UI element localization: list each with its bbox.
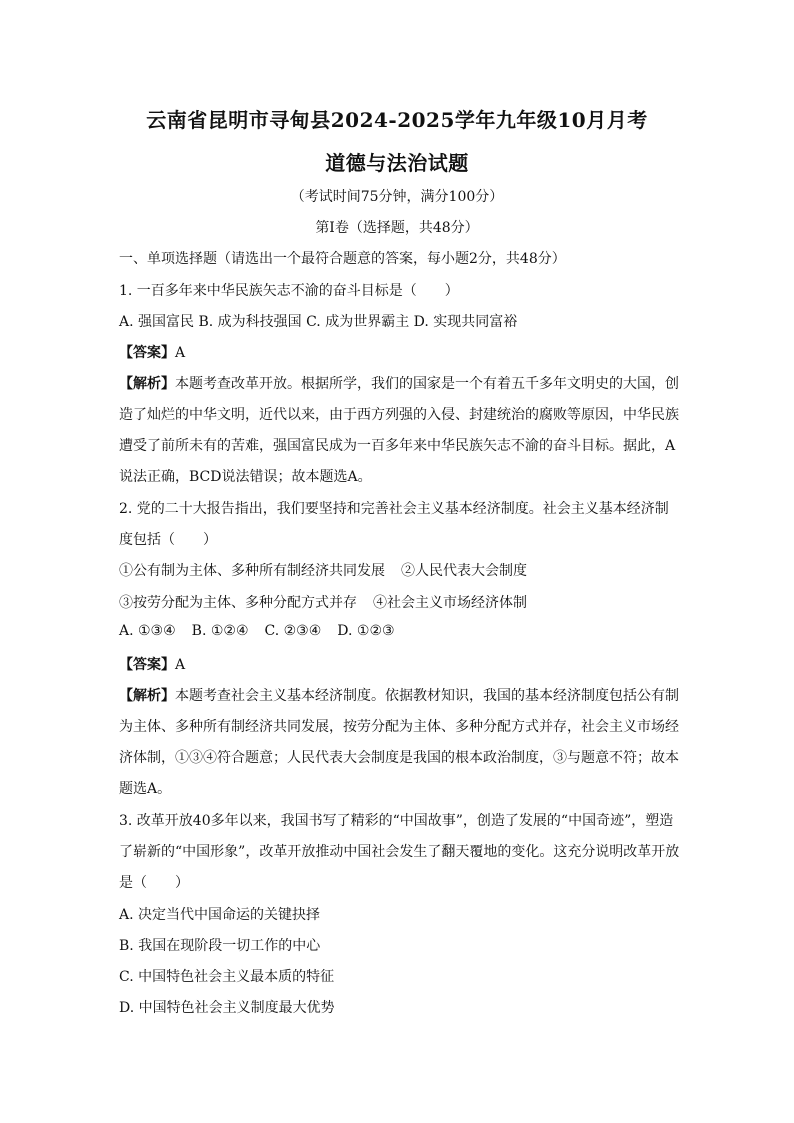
q2-analysis-line: 济体制，①③④符合题意；人民代表大会制度是我国的根本政治制度，③与题意不符；故本 bbox=[119, 750, 679, 766]
answer-tag: 【答案】 bbox=[119, 657, 175, 673]
q2-item: ④社会主义市场经济体制 bbox=[373, 595, 527, 611]
q2-option-b: B. ①②④ bbox=[191, 623, 249, 639]
q2-option-c: C. ②③④ bbox=[264, 623, 322, 639]
analysis-text: 本题考查社会主义基本经济制度。依据教材知识，我国的基本经济制度包括公有制 bbox=[175, 688, 679, 704]
q2-item: ②人民代表大会制度 bbox=[401, 563, 527, 579]
exam-info: （考试时间75分钟，满分100分） bbox=[290, 189, 504, 205]
answer-tag: 【答案】 bbox=[119, 345, 175, 361]
answer-value: A bbox=[175, 657, 186, 673]
q2-items-row bbox=[119, 560, 679, 580]
q2-analysis-line: 为主体、多种所有制经济共同发展，按劳分配为主体、多种分配方式并存，社会主义市场经 bbox=[119, 719, 679, 735]
q3-option-a: A. 决定当代中国命运的关键抉择 bbox=[119, 907, 321, 923]
q1-answer bbox=[119, 342, 679, 362]
q2-options bbox=[119, 623, 679, 639]
q1-analysis-line: 遭受了前所未有的苦难，强国富民成为一百多年来中华民族矢志不渝的奋斗目标。据此，A bbox=[119, 438, 676, 454]
q2-item: ③按劳分配为主体、多种分配方式并存 bbox=[119, 595, 357, 611]
q2-items-row bbox=[119, 592, 679, 612]
q2-analysis-line: 题选A。 bbox=[119, 781, 172, 797]
q3-stem: 3. 改革开放40多年以来，我国书写了精彩的“中国故事”，创造了发展的“中国奇迹”，塑造 bbox=[119, 813, 674, 829]
answer-value: A bbox=[175, 345, 186, 361]
q1-analysis-line bbox=[119, 373, 679, 393]
analysis-text: 本题考查改革开放。根据所学，我们的国家是一个有着五千多年文明史的大国，创 bbox=[175, 376, 679, 392]
q2-stem: 2. 党的二十大报告指出，我们要坚持和完善社会主义基本经济制度。社会主义基本经济制 bbox=[119, 501, 669, 517]
analysis-tag: 【解析】 bbox=[119, 688, 175, 704]
q2-analysis-line bbox=[119, 685, 679, 705]
q1-analysis-line: 说法正确，BCD说法错误；故本题选A。 bbox=[119, 469, 372, 485]
analysis-tag: 【解析】 bbox=[119, 376, 175, 392]
doc-title: 云南省昆明市寻甸县2024-2025学年九年级10月月考 bbox=[146, 108, 648, 132]
q1-options: A. 强国富民 B. 成为科技强国 C. 成为世界霸主 D. 实现共同富裕 bbox=[119, 314, 518, 330]
q2-answer bbox=[119, 654, 679, 674]
q2-option-a: A. ①③④ bbox=[119, 623, 176, 639]
q1-analysis-line: 造了灿烂的中华文明，近代以来，由于西方列强的入侵、封建统治的腐败等原因，中华民族 bbox=[119, 407, 679, 423]
q1-stem: 1. 一百多年来中华民族矢志不渝的奋斗目标是（ ） bbox=[119, 283, 459, 299]
q3-stem: 了崭新的“中国形象”，改革开放推动中国社会发生了翻天覆地的变化。这充分说明改革开放 bbox=[119, 844, 680, 860]
q2-stem: 度包括（ ） bbox=[119, 532, 217, 548]
q3-stem: 是（ ） bbox=[119, 875, 189, 891]
q2-option-d: D. ①②③ bbox=[337, 623, 395, 639]
q2-item: ①公有制为主体、多种所有制经济共同发展 bbox=[119, 563, 385, 579]
q3-option-d: D. 中国特色社会主义制度最大优势 bbox=[119, 1000, 335, 1016]
section-heading: 一、单项选择题（请选出一个最符合题意的答案，每小题2分，共48分） bbox=[119, 251, 566, 267]
q3-option-b: B. 我国在现阶段一切工作的中心 bbox=[119, 938, 321, 954]
q3-option-c: C. 中国特色社会主义最本质的特征 bbox=[119, 969, 335, 985]
volume-heading: 第Ⅰ卷（选择题，共48分） bbox=[315, 220, 479, 236]
doc-subtitle: 道德与法治试题 bbox=[325, 151, 469, 175]
